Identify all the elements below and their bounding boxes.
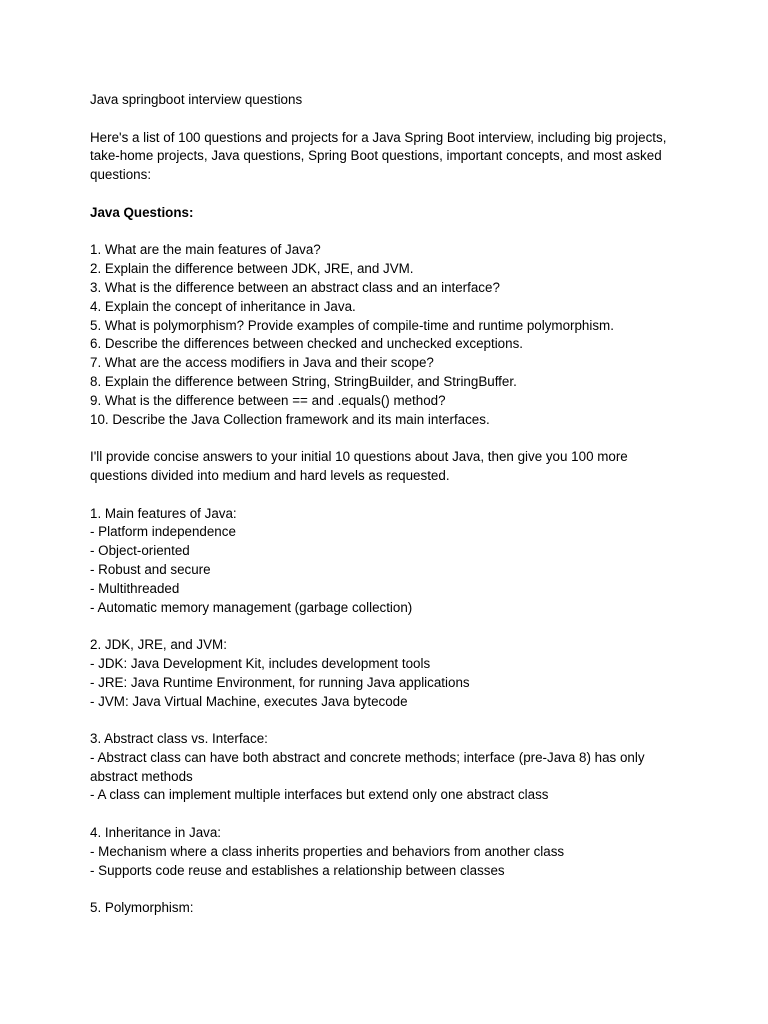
- question-item: 8. Explain the difference between String, StringBuilder, and StringBuffer.: [90, 373, 517, 389]
- answer-heading: 4. Inheritance in Java:: [90, 825, 222, 841]
- answer-item: - JDK: Java Development Kit, includes development tools: [90, 655, 431, 671]
- answer-heading: 5. Polymorphism:: [90, 900, 194, 916]
- answer-heading: 1. Main features of Java:: [90, 505, 237, 521]
- spacer: [90, 486, 680, 505]
- question-item: 5. What is polymorphism? Provide examples of compile-time and runtime polymorphism.: [90, 317, 614, 333]
- answer-2-section: [90, 636, 680, 711]
- question-item: 10. Describe the Java Collection framework and its main interfaces.: [90, 411, 490, 427]
- answer-5-section: [90, 899, 680, 918]
- answer-item: - JRE: Java Runtime Environment, for running Java applications: [90, 674, 470, 690]
- document-page: [90, 91, 680, 918]
- spacer: [90, 185, 680, 204]
- answer-3-section: [90, 730, 680, 805]
- answer-1-section: [90, 505, 680, 618]
- spacer: [90, 617, 680, 636]
- answer-item: - Mechanism where a class inherits properties and behaviors from another class: [90, 843, 565, 859]
- answer-item: - Abstract class can have both abstract and concrete methods; interface (pre-Java 8) has only abstract methods: [90, 749, 645, 784]
- spacer: [90, 880, 680, 899]
- document-title: Java springboot interview questions: [90, 92, 303, 107]
- answer-heading: 2. JDK, JRE, and JVM:: [90, 637, 227, 653]
- answer-item: - Robust and secure: [90, 561, 211, 577]
- answer-4-section: [90, 824, 680, 880]
- question-item: 6. Describe the differences between checked and unchecked exceptions.: [90, 336, 523, 352]
- question-item: 9. What is the difference between == and .equals() method?: [90, 392, 446, 408]
- answer-item: - Supports code reuse and establishes a relationship between classes: [90, 862, 505, 878]
- question-item: 1. What are the main features of Java?: [90, 242, 321, 258]
- question-item: 7. What are the access modifiers in Java and their scope?: [90, 355, 434, 371]
- spacer: [90, 110, 680, 129]
- spacer: [90, 223, 680, 242]
- answers-intro-paragraph: I'll provide concise answers to your initial 10 questions about Java, then give you 100 more questions divided into medium and hard levels as requested.: [90, 449, 628, 483]
- answer-item: - Object-oriented: [90, 543, 190, 559]
- answer-item: - Multithreaded: [90, 580, 180, 596]
- question-item: 2. Explain the difference between JDK, JRE, and JVM.: [90, 261, 414, 277]
- question-item: 4. Explain the concept of inheritance in Java.: [90, 298, 356, 314]
- answer-item: - Automatic memory management (garbage collection): [90, 599, 413, 615]
- answer-heading: 3. Abstract class vs. Interface:: [90, 731, 268, 747]
- answer-item: - JVM: Java Virtual Machine, executes Java bytecode: [90, 693, 408, 709]
- intro-paragraph: Here's a list of 100 questions and projects for a Java Spring Boot interview, including big projects, take-home projects, Java questions, Spring Boot questions, important concepts, and most asked questions:: [90, 129, 667, 183]
- spacer: [90, 805, 680, 824]
- answer-item: - Platform independence: [90, 524, 236, 540]
- question-item: 3. What is the difference between an abstract class and an interface?: [90, 279, 500, 295]
- questions-list: [90, 241, 680, 429]
- java-questions-heading: Java Questions:: [90, 204, 194, 220]
- spacer: [90, 711, 680, 730]
- answer-item: - A class can implement multiple interfaces but extend only one abstract class: [90, 787, 549, 803]
- spacer: [90, 429, 680, 448]
